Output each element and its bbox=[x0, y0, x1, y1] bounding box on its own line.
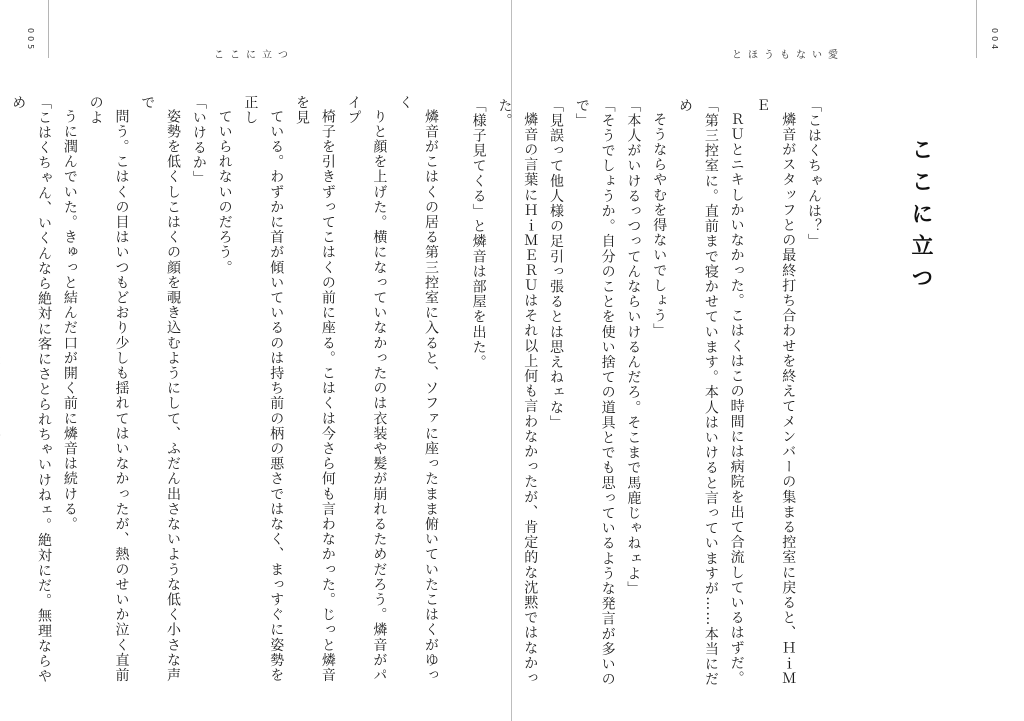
text-line: うに潤んでいた。きゅっと結んだ口が開く前に燐音は続ける。 bbox=[61, 109, 78, 532]
text-line: 燐音の言葉にＨｉＭＥＲＵはそれ以上何も言わなかったが、肯定的な沈黙ではなかった。 bbox=[496, 98, 539, 686]
text-line: 問う。こはくの目はいつもどおり少しも揺れてはいなかったが、熱のせいか泣く直前のよ bbox=[87, 95, 130, 683]
text-line: 「いけるか」 bbox=[190, 95, 207, 186]
text-line: ている。わずかに首が傾いているのは持ち前の柄の悪さではなく、まっすぐに姿勢を正し bbox=[242, 95, 285, 683]
text-line: 「こはくちゃん、いくんなら絶対に客にさとられちゃいけねェ。絶対にだ。無理ならやめ bbox=[10, 95, 53, 684]
left-page-number: 005 bbox=[26, 28, 35, 53]
left-page bbox=[0, 0, 511, 721]
text-line: ＲＵとニキしかいなかった。こはくはこの時間には病院を出て合流しているはずだ。 bbox=[728, 112, 745, 686]
text-line: 「見誤って他人様の足引っ張るとは思えねェな」 bbox=[548, 98, 565, 431]
text-line: 「こはくちゃんは？」 bbox=[806, 98, 822, 249]
right-page-number: 004 bbox=[990, 28, 999, 53]
right-page-edge-line bbox=[976, 0, 977, 58]
right-body-text bbox=[470, 98, 826, 688]
text-line: ていられないのだろう。 bbox=[216, 109, 233, 276]
left-page-edge-line bbox=[48, 0, 49, 58]
chapter-title: ここに立つ bbox=[908, 138, 934, 298]
text-line: 「様子見てくる」と燐音は部屋を出た。 bbox=[470, 98, 487, 370]
text-line: 姿勢を低くしこはくの顔を覗き込むようにして、ふだん出さないような低く小さな声で bbox=[139, 95, 182, 683]
right-page bbox=[470, 0, 1024, 721]
text-line: 燐音がこはくの居る第三控室に入ると、ソファに座ったまま俯いていたこはくがゆっく bbox=[397, 95, 439, 683]
text-line: 「第三控室に。直前まで寝かせています。本人はいけると言っていますが……本当にだめ bbox=[677, 98, 719, 687]
text-line: 椅子を引きずってこはくの前に座る。こはくは今さら何も言わなかった。じっと燐音を見 bbox=[294, 95, 336, 683]
text-line bbox=[0, 95, 4, 685]
text-line: そうならやむを得ないでしょう」 bbox=[651, 112, 668, 339]
text-line: 「本人がいけるっつってんならいけるんだろ。そこまで馬鹿じゃねェよ」 bbox=[625, 98, 642, 597]
left-running-head: ここに立つ bbox=[214, 50, 294, 61]
text-line: 「そうでしょうか。自分のことを使い捨ての道具とでも思っているような発言が多いので」 bbox=[573, 98, 616, 687]
right-running-head: とほうもない愛 bbox=[732, 50, 844, 61]
text-line: 燐音がスタッフとの最終打ち合わせを終えてメンバーの集まる控室に戻ると、ＨｉＭＥ bbox=[754, 98, 797, 686]
text-line: りと顔を上げた。横になっていなかったのは衣装や髪が崩れるためだろう。燐音がパイプ bbox=[345, 95, 388, 683]
left-body-text bbox=[10, 95, 443, 685]
